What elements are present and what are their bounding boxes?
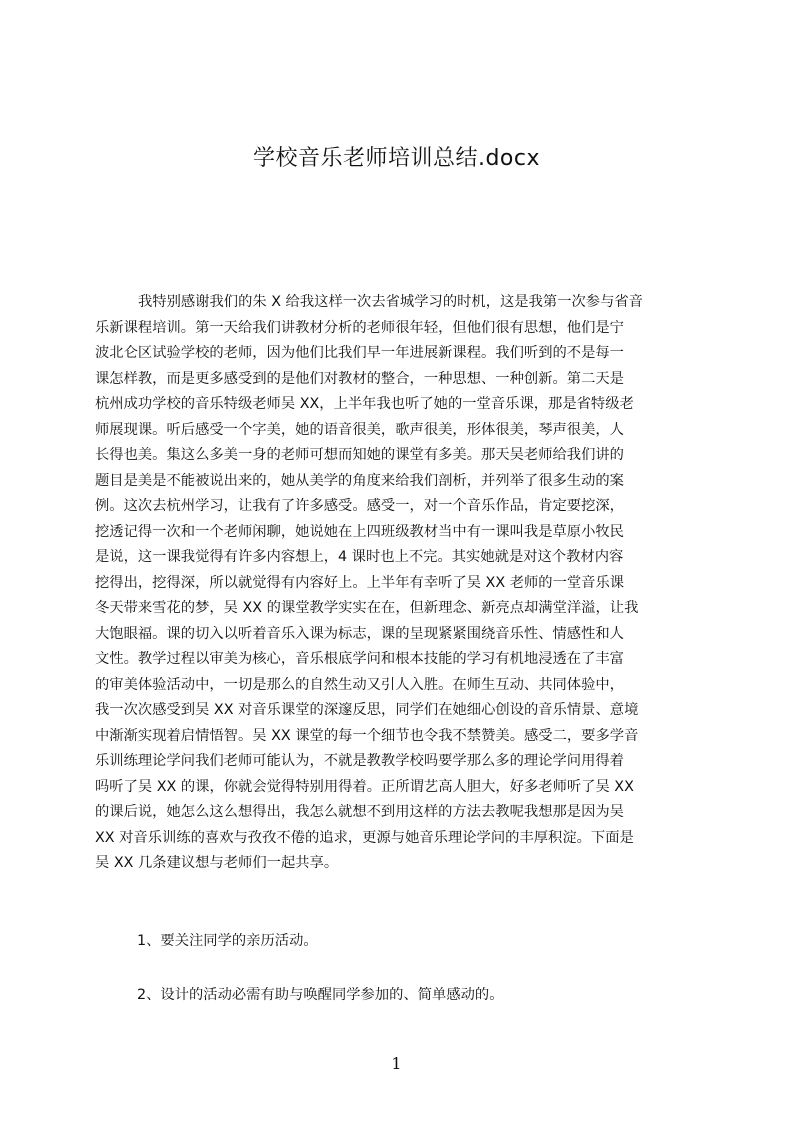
paragraph-line: 文性。教学过程以审美为核心，音乐根底学问和根本技能的学习有机地浸透在了丰富 (95, 651, 624, 667)
paragraph-line: 的审美体验活动中，一切是那么的自然生动又引人入胜。在师生互动、共同体验中， (95, 676, 624, 693)
list-item: 2、设计的活动必需有助与唤醒同学参加的、简单感动的。 (137, 987, 504, 1003)
paragraph-line: 的课后说，她怎么这么想得出，我怎么就想不到用这样的方法去教呢我想那是因为吴 (95, 804, 624, 820)
paragraph-line: 我特别感谢我们的朱 X 给我这样一次去省城学习的时机，这是我第一次参与省音 (138, 294, 643, 310)
document-title: 学校音乐老师培训总结.docx (252, 146, 541, 171)
paragraph-line: 师展现课。听后感受一个字美，她的语音很美，歌声很美，形体很美，琴声很美，人 (95, 421, 624, 438)
paragraph-line: 中渐渐实现着启情悟智。吴 XX 课堂的每一个细节也令我不禁赞美。感受二，要多学音 (95, 727, 639, 744)
paragraph-line: 乐新课程培训。第一天给我们讲教材分析的老师很年轻，但他们很有思想，他们是宁 (95, 319, 624, 336)
paragraph-line: 课怎样教，而是更多感受到的是他们对教材的整合，一种思想、一种创新。第二天是 (95, 370, 624, 387)
paragraph-line: 吗听了吴 XX 的课，你就会觉得特别用得着。正所谓艺高人胆大，好多老师听了吴 XX (95, 778, 634, 795)
list-item: 1、要关注同学的亲历活动。 (137, 933, 318, 949)
paragraph-line: 例。这次去杭州学习，让我有了许多感受。感受一，对一个音乐作品，肯定要挖深， (95, 498, 624, 514)
paragraph-line: 波北仑区试验学校的老师，因为他们比我们早一年进展新课程。我们听到的不是每一 (95, 345, 624, 361)
paragraph-line: 杭州成功学校的音乐特级老师吴 XX，上半年我也听了她的一堂音乐课，那是省特级老 (95, 396, 634, 412)
paragraph-line: 冬天带来雪花的梦，吴 XX 的课堂教学实实在在，但新理念、新亮点却满堂洋溢，让我 (95, 600, 639, 616)
paragraph-line: 长得也美。集这么多美一身的老师可想而知她的课堂有多美。那天吴老师给我们讲的 (95, 447, 624, 463)
paragraph-line: 挖透记得一次和一个老师闲聊，她说她在上四班级教材当中有一课叫我是草原小牧民 (95, 523, 624, 540)
paragraph-line: 挖得出，挖得深，所以就觉得有内容好上。上半年有幸听了吴 XX 老师的一堂音乐课 (95, 574, 625, 591)
paragraph-line: 题目是美是不能被说出来的，她从美学的角度来给我们剖析，并列举了很多生动的案 (95, 472, 624, 489)
page-number: 1 (391, 1054, 402, 1073)
body-paragraph (95, 290, 698, 877)
paragraph-line: 我一次次感受到吴 XX 对音乐课堂的深邃反思，同学们在她细心创设的音乐情景、意境 (95, 702, 639, 718)
paragraph-line: 吴 XX 几条建议想与老师们一起共享。 (95, 855, 339, 871)
paragraph-line: 是说，这一课我觉得有许多内容想上，4 课时也上不完。其实她就是对这个教材内容 (95, 549, 624, 565)
paragraph-line: 大饱眼福。课的切入以听着音乐入课为标志，课的呈现紧紧围绕音乐性、情感性和人 (95, 625, 624, 642)
paragraph-line: 乐训练理论学问我们老师可能认为，不就是教教学校吗要学那么多的理论学问用得着 (95, 753, 624, 769)
paragraph-line: XX 对音乐训练的喜欢与孜孜不倦的追求，更源与她音乐理论学问的丰厚积淀。下面是 (95, 829, 634, 846)
